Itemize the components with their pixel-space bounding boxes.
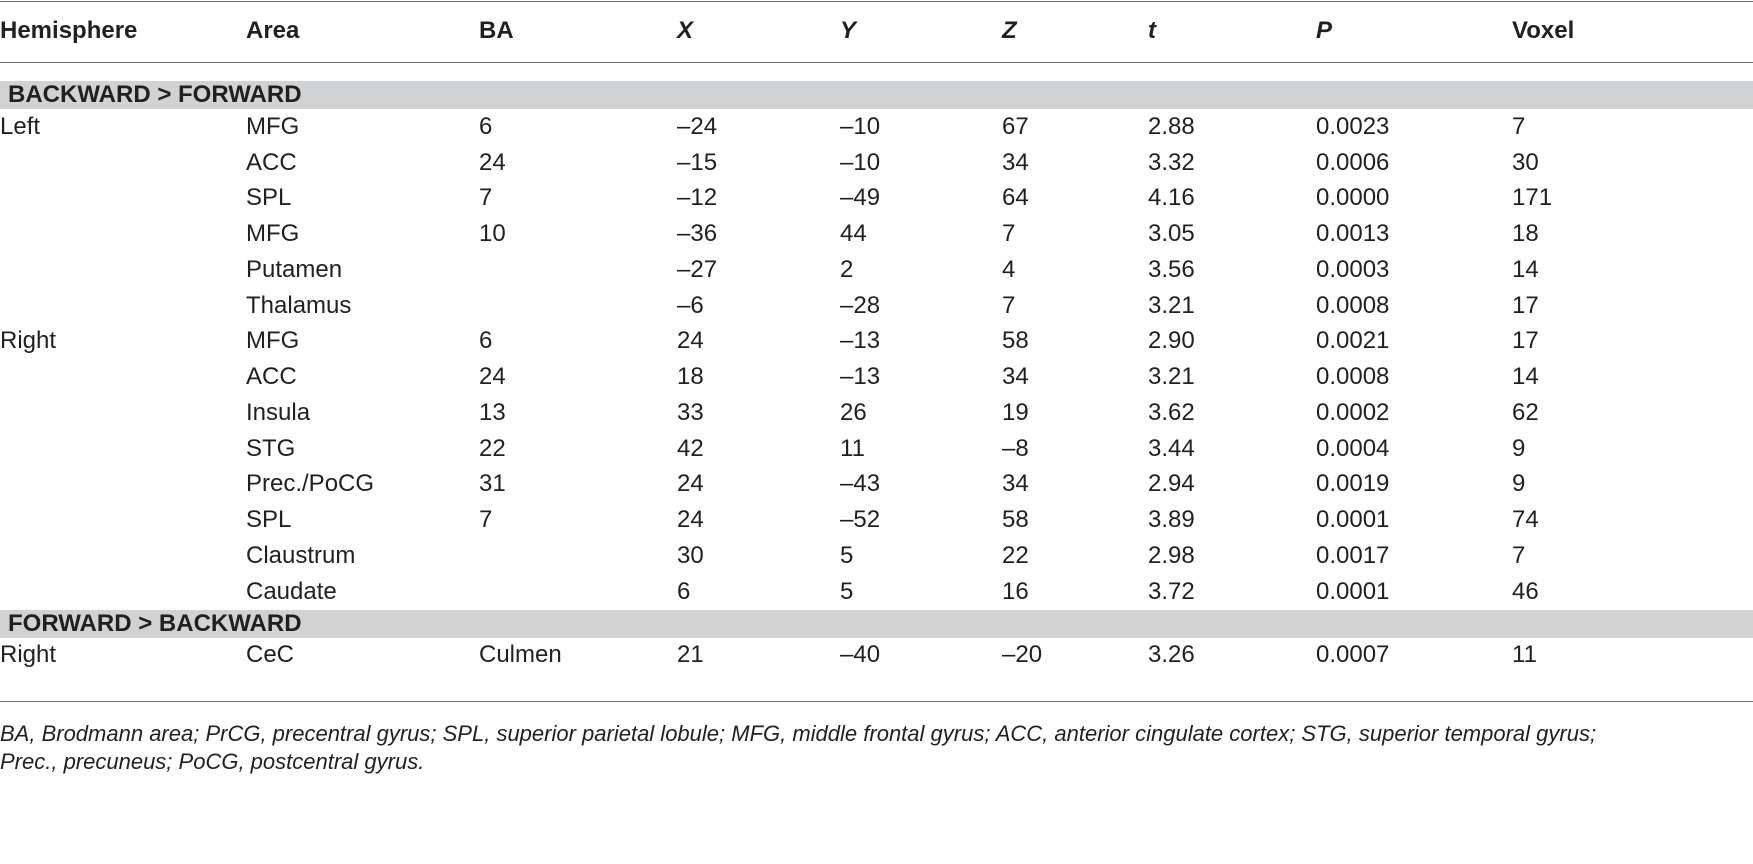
cell-ba: Culmen xyxy=(479,641,562,669)
cell-z: 34 xyxy=(1002,148,1029,176)
cell-t: 3.89 xyxy=(1148,506,1195,534)
col-header-z: Z xyxy=(1002,17,1017,44)
cell-z: 19 xyxy=(1002,398,1029,426)
cell-ba xyxy=(479,288,677,324)
spacer-cell xyxy=(0,62,1753,81)
cell-z: 7 xyxy=(1002,291,1016,319)
cell-hemisphere xyxy=(0,431,246,467)
cell-voxel: 62 xyxy=(1512,398,1539,426)
cell-hemisphere xyxy=(0,502,246,538)
footnote-line-2: Prec., precuneus; PoCG, postcentral gyrus. xyxy=(0,749,425,774)
cell-x: 24 xyxy=(677,470,704,498)
cell-x: 21 xyxy=(677,641,704,669)
cell-voxel: 14 xyxy=(1512,255,1539,283)
cell-voxel: 9 xyxy=(1512,470,1526,498)
cell-t: 3.21 xyxy=(1148,291,1195,319)
table-row xyxy=(0,502,1753,538)
section-spacer xyxy=(0,62,1753,81)
cell-hemisphere xyxy=(0,467,246,503)
bottom-rule xyxy=(0,701,1753,702)
col-header-x: X xyxy=(677,17,694,44)
cell-x: –36 xyxy=(677,220,718,248)
cell-z: 4 xyxy=(1002,255,1016,283)
cell-ba xyxy=(479,538,677,574)
cell-p: 0.0001 xyxy=(1316,506,1390,534)
cell-ba: 24 xyxy=(479,363,506,391)
cell-t: 4.16 xyxy=(1148,184,1195,212)
cell-z: 67 xyxy=(1002,112,1029,140)
col-header-hemisphere: Hemisphere xyxy=(0,17,138,44)
table-row xyxy=(0,288,1753,324)
section-header-cell xyxy=(0,81,1753,109)
cell-p: 0.0008 xyxy=(1316,363,1390,391)
cell-hemisphere xyxy=(0,395,246,431)
table-body xyxy=(0,62,1753,673)
cell-hemisphere xyxy=(0,574,246,610)
cell-ba xyxy=(479,574,677,610)
cell-area: Thalamus xyxy=(246,291,352,319)
cell-ba: 6 xyxy=(479,327,493,355)
cell-p: 0.0000 xyxy=(1316,184,1390,212)
table-footnote xyxy=(0,720,1753,776)
cell-p: 0.0002 xyxy=(1316,398,1390,426)
cell-y: –28 xyxy=(840,291,881,319)
cell-x: –6 xyxy=(677,291,704,319)
cell-p: 0.0008 xyxy=(1316,291,1390,319)
cell-area: Putamen xyxy=(246,255,343,283)
table-row xyxy=(0,252,1753,288)
cell-t: 3.62 xyxy=(1148,398,1195,426)
cell-p: 0.0021 xyxy=(1316,327,1390,355)
cell-voxel: 171 xyxy=(1512,184,1553,212)
cell-area: Prec./PoCG xyxy=(246,470,375,498)
cell-p: 0.0023 xyxy=(1316,112,1390,140)
cell-voxel: 30 xyxy=(1512,148,1539,176)
section-label: BACKWARD > FORWARD xyxy=(8,81,302,108)
cell-t: 3.05 xyxy=(1148,220,1195,248)
cell-voxel: 9 xyxy=(1512,434,1526,462)
cell-ba: 22 xyxy=(479,434,506,462)
cell-t: 3.26 xyxy=(1148,641,1195,669)
col-header-voxel: Voxel xyxy=(1512,17,1575,44)
section-header-row xyxy=(0,81,1753,109)
cell-ba: 7 xyxy=(479,184,493,212)
cell-voxel: 7 xyxy=(1512,112,1526,140)
cell-y: 44 xyxy=(840,220,867,248)
cell-p: 0.0001 xyxy=(1316,577,1390,605)
cell-hemisphere xyxy=(0,538,246,574)
cell-hemisphere xyxy=(0,359,246,395)
cell-ba: 24 xyxy=(479,148,506,176)
section-header-cell xyxy=(0,610,1753,638)
cell-voxel: 14 xyxy=(1512,363,1539,391)
cell-ba: 10 xyxy=(479,220,506,248)
cell-hemisphere: Left xyxy=(0,112,41,140)
cell-y: –13 xyxy=(840,363,881,391)
cell-ba: 7 xyxy=(479,506,493,534)
table-row xyxy=(0,145,1753,181)
cell-area: Claustrum xyxy=(246,541,356,569)
cell-area: STG xyxy=(246,434,296,462)
cell-t: 3.72 xyxy=(1148,577,1195,605)
cell-p: 0.0003 xyxy=(1316,255,1390,283)
cell-t: 3.21 xyxy=(1148,363,1195,391)
cell-t: 2.94 xyxy=(1148,470,1195,498)
cell-z: 58 xyxy=(1002,327,1029,355)
cell-t: 3.32 xyxy=(1148,148,1195,176)
cell-y: 5 xyxy=(840,541,854,569)
cell-x: 6 xyxy=(677,577,691,605)
cell-x: –12 xyxy=(677,184,718,212)
cell-ba: 6 xyxy=(479,112,493,140)
cell-voxel: 11 xyxy=(1512,641,1537,669)
footnote-line-1: BA, Brodmann area; PrCG, precentral gyrus; SPL, superior parietal lobule; MFG, middle frontal gyrus; ACC, anterior cingulate cortex; STG, superior temporal gyrus; xyxy=(0,721,1597,746)
table-row xyxy=(0,638,1753,674)
cell-area: CeC xyxy=(246,641,295,669)
cell-p: 0.0004 xyxy=(1316,434,1390,462)
cell-y: –52 xyxy=(840,506,881,534)
cell-area: SPL xyxy=(246,184,292,212)
cell-area: MFG xyxy=(246,112,300,140)
cell-x: 24 xyxy=(677,327,704,355)
cell-t: 2.90 xyxy=(1148,327,1195,355)
table-row xyxy=(0,574,1753,610)
cell-area: MFG xyxy=(246,220,300,248)
table-row xyxy=(0,181,1753,217)
cell-voxel: 17 xyxy=(1512,291,1539,319)
cell-t: 2.98 xyxy=(1148,541,1195,569)
cell-p: 0.0007 xyxy=(1316,641,1390,669)
cell-ba: 31 xyxy=(479,470,506,498)
cell-z: –8 xyxy=(1002,434,1029,462)
cell-x: –24 xyxy=(677,112,718,140)
cell-p: 0.0013 xyxy=(1316,220,1390,248)
table-row xyxy=(0,467,1753,503)
table-row xyxy=(0,538,1753,574)
col-header-p: P xyxy=(1316,17,1333,44)
cell-voxel: 74 xyxy=(1512,506,1539,534)
cell-voxel: 46 xyxy=(1512,577,1539,605)
table-row xyxy=(0,324,1753,360)
cell-y: –43 xyxy=(840,470,881,498)
cell-x: 18 xyxy=(677,363,704,391)
header-row xyxy=(0,0,1753,62)
cell-z: 22 xyxy=(1002,541,1029,569)
cell-t: 3.56 xyxy=(1148,255,1195,283)
col-header-y: Y xyxy=(840,17,857,44)
cell-y: 2 xyxy=(840,255,854,283)
cell-y: –13 xyxy=(840,327,881,355)
col-header-t: t xyxy=(1148,17,1156,44)
cell-z: 58 xyxy=(1002,506,1029,534)
cell-p: 0.0006 xyxy=(1316,148,1390,176)
cell-hemisphere: Right xyxy=(0,327,57,355)
cell-hemisphere xyxy=(0,145,246,181)
table-row xyxy=(0,359,1753,395)
cell-area: ACC xyxy=(246,148,297,176)
cell-hemisphere xyxy=(0,252,246,288)
cell-area: Insula xyxy=(246,398,311,426)
cell-p: 0.0019 xyxy=(1316,470,1390,498)
cell-z: 34 xyxy=(1002,470,1029,498)
cell-x: –27 xyxy=(677,255,718,283)
cell-z: 34 xyxy=(1002,363,1029,391)
cell-x: 42 xyxy=(677,434,704,462)
table-row xyxy=(0,216,1753,252)
section-label: FORWARD > BACKWARD xyxy=(8,609,302,637)
cell-y: 26 xyxy=(840,398,867,426)
cell-area: ACC xyxy=(246,363,297,391)
cell-area: Caudate xyxy=(246,577,337,605)
cell-t: 2.88 xyxy=(1148,112,1195,140)
cell-x: 33 xyxy=(677,398,704,426)
cell-voxel: 17 xyxy=(1512,327,1539,355)
cell-t: 3.44 xyxy=(1148,434,1195,462)
table-row xyxy=(0,395,1753,431)
cell-ba xyxy=(479,252,677,288)
cell-z: 16 xyxy=(1002,577,1029,605)
cell-hemisphere: Right xyxy=(0,641,57,669)
section-header-row xyxy=(0,610,1753,638)
table-row xyxy=(0,109,1753,145)
cell-voxel: 18 xyxy=(1512,220,1539,248)
cell-x: 30 xyxy=(677,541,704,569)
cell-hemisphere xyxy=(0,288,246,324)
cell-voxel: 7 xyxy=(1512,541,1526,569)
cell-y: –40 xyxy=(840,641,881,669)
cell-hemisphere xyxy=(0,216,246,252)
cell-x: –15 xyxy=(677,148,718,176)
cell-y: 11 xyxy=(840,434,865,462)
cell-z: –20 xyxy=(1002,641,1043,669)
cell-hemisphere xyxy=(0,181,246,217)
cell-y: –10 xyxy=(840,112,881,140)
table-row xyxy=(0,431,1753,467)
cell-z: 64 xyxy=(1002,184,1029,212)
col-header-ba: BA xyxy=(479,17,514,44)
cell-y: –10 xyxy=(840,148,881,176)
cell-area: MFG xyxy=(246,327,300,355)
cell-z: 7 xyxy=(1002,220,1016,248)
cell-x: 24 xyxy=(677,506,704,534)
cell-y: 5 xyxy=(840,577,854,605)
col-header-area: Area xyxy=(246,17,300,44)
cell-y: –49 xyxy=(840,184,881,212)
cell-area: SPL xyxy=(246,506,292,534)
cell-ba: 13 xyxy=(479,398,506,426)
cell-p: 0.0017 xyxy=(1316,541,1390,569)
